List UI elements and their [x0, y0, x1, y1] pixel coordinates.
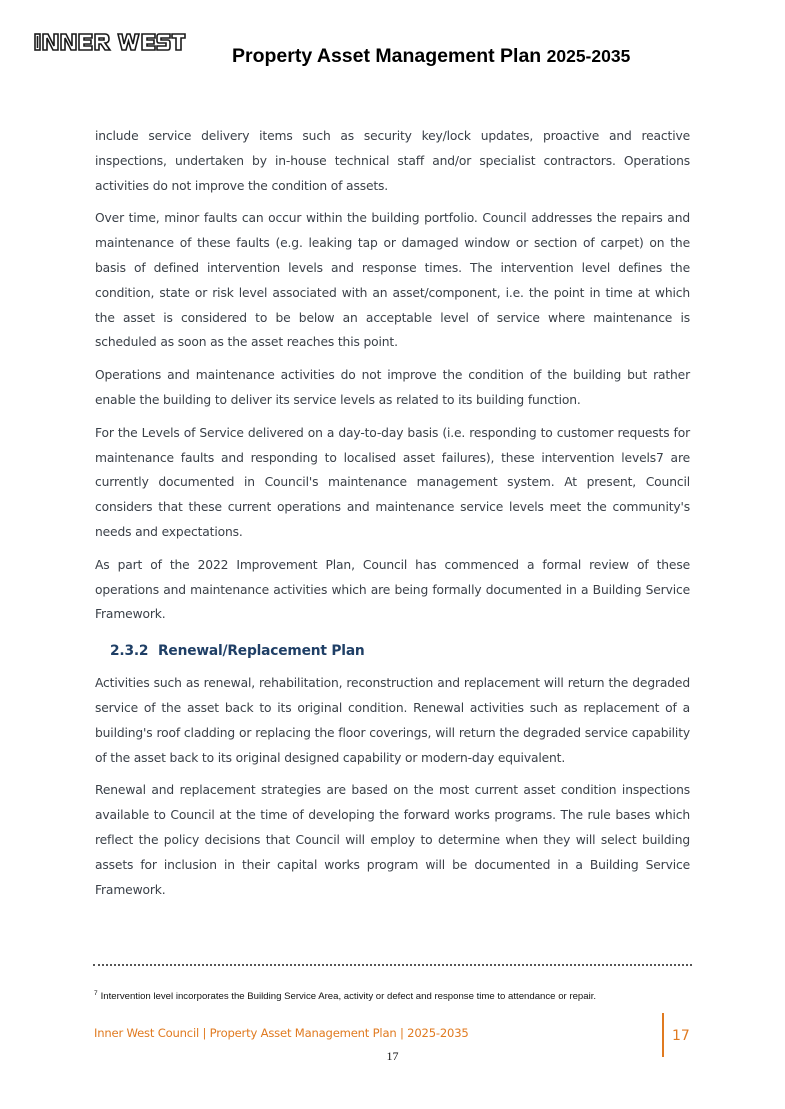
section-title: Renewal/Replacement Plan: [158, 643, 365, 660]
paragraph: Over time, minor faults can occur within the building portfolio. Council addresses the repairs and maintenance of these faults (e.g. leaking tap or damaged window or section of carpet) on the basis of defined intervention levels and response times. The intervention level defines the condition, state or risk level associated with an asset/component, i.e. the point in time at which the asset is considered to be below an acceptable level of service where maintenance is scheduled as soon as the asset reaches this point.: [95, 211, 690, 350]
document-title-text: Property Asset Management Plan: [232, 45, 542, 67]
footer-page-number: 17: [672, 1028, 690, 1044]
document-title-years: 2025-2035: [546, 46, 631, 66]
inner-west-logo: [34, 31, 186, 53]
footnote: [94, 990, 596, 1002]
inner-west-logo-graphic: [34, 31, 186, 53]
footnote-marker: 7: [94, 990, 98, 997]
paragraph: Activities such as renewal, rehabilitation, reconstruction and replacement will return the degraded service of the asset back to its original condition. Renewal activities such as replacement of a building's roof cladding or replacing the floor coverings, will return the degraded service capability of the asset back to its original designed capability or modern-day equivalent.: [95, 676, 690, 765]
print-page-number: 17: [386, 1049, 399, 1063]
paragraph: Renewal and replacement strategies are based on the most current asset condition inspections available to Council at the time of developing the forward works programs. The rule bases which reflect the policy decisions that Council will employ to determine when they will select building assets for inclusion in their capital works program will be documented in a Building Service Framework.: [95, 783, 690, 897]
footnote-text: Intervention level incorporates the Building Service Area, activity or defect and response time to attendance or repair.: [100, 991, 597, 1002]
page-content: [95, 124, 690, 910]
footnote-separator: [93, 964, 692, 966]
document-title: [232, 45, 630, 68]
section-heading: [110, 641, 690, 661]
paragraph: include service delivery items such as security key/lock updates, proactive and reactive inspections, undertaken by in-house technical staff and/or specialist contractors. Operations activities do not improve the condition of assets.: [95, 129, 690, 193]
footer-text: Inner West Council | Property Asset Management Plan | 2025-2035: [94, 1026, 469, 1040]
paragraph: For the Levels of Service delivered on a day-to-day basis (i.e. responding to customer requests for maintenance faults and responding to localised asset failures), these intervention levels7 are currently documented in Council's maintenance management system. At present, Council considers that these current operations and maintenance service levels meet the community's needs and expectations.: [95, 425, 690, 539]
section-number: 2.3.2: [110, 643, 149, 660]
paragraph: Operations and maintenance activities do not improve the condition of the building but rather enable the building to deliver its service levels as related to its building function.: [95, 368, 690, 407]
paragraph: As part of the 2022 Improvement Plan, Council has commenced a formal review of these operations and maintenance activities which are being formally documented in a Building Service Framework.: [95, 557, 690, 622]
